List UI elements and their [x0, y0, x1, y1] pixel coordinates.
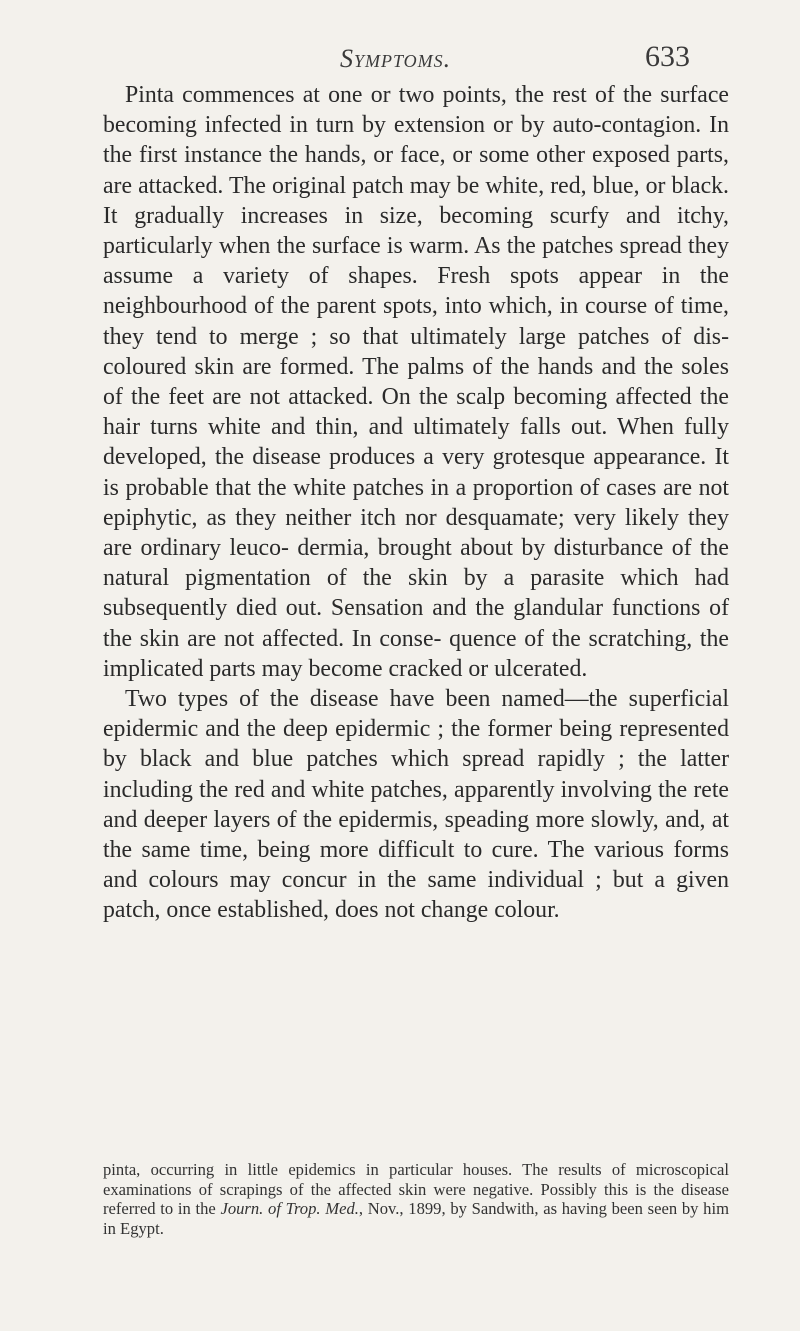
footnote-journal: Journ. of Trop. Med. [220, 1199, 359, 1219]
body-text [103, 80, 729, 926]
running-head [0, 40, 800, 80]
page-number: 633 [645, 40, 690, 73]
running-title: Symptoms. [340, 44, 452, 73]
footnote-paragraph [103, 1160, 729, 1238]
footnote-text-before: pinta, occurring in little epidemics in particular houses. The results of microscopical examinations of scrapings of the affected skin were negative. Possibly this is the disease referred to in the [103, 1160, 729, 1219]
footnote-text-after: , Nov., 1899, by Sandwith, as having been seen by him in Egypt. [103, 1199, 729, 1238]
footnote [103, 1160, 729, 1238]
paragraph: Two types of the disease have been named—the superficial epidermic and the deep epidermic ; the former being represented by black and blue patches which spread rapidly ; the latter including the red and white patches, apparently involving the rete and deeper layers of the epidermis, speading more slowly, and, at the same time, being more difficult to cure. The various forms and colours may concur in the same individual ; but a given patch, once established, does not change colour. [103, 686, 729, 924]
paragraph: Pinta commences at one or two points, the rest of the surface becoming infected in turn by extension or by auto-contagion. In the first instance the hands, or face, or some other exposed parts, are attacked. The original patch may be white, red, blue, or black. It gradually increases in size, becoming scurfy and itchy, particularly when the surface is warm. As the patches spread they assume a variety of shapes. Fresh spots appear in the neighbourhood of the parent spots, into which, in course of time, they tend to merge ; so that ultimately large patches of dis- coloured skin are formed. The palms of the hands and the soles of the feet are not attacked. On the scalp becoming affected the hair turns white and thin, and ultimately falls out. When fully developed, the disease produces a very grotesque appearance. It is probable that the white patches in a proportion of cases are not epiphytic, as they neither itch nor desquamate; very likely they are ordinary leuco- dermia, brought about by disturbance of the natural pigmentation of the skin by a parasite which had subsequently died out. Sensation and the glandular functions of the skin are not affected. In conse- quence of the scratching, the implicated parts may become cracked or ulcerated. [103, 82, 729, 682]
